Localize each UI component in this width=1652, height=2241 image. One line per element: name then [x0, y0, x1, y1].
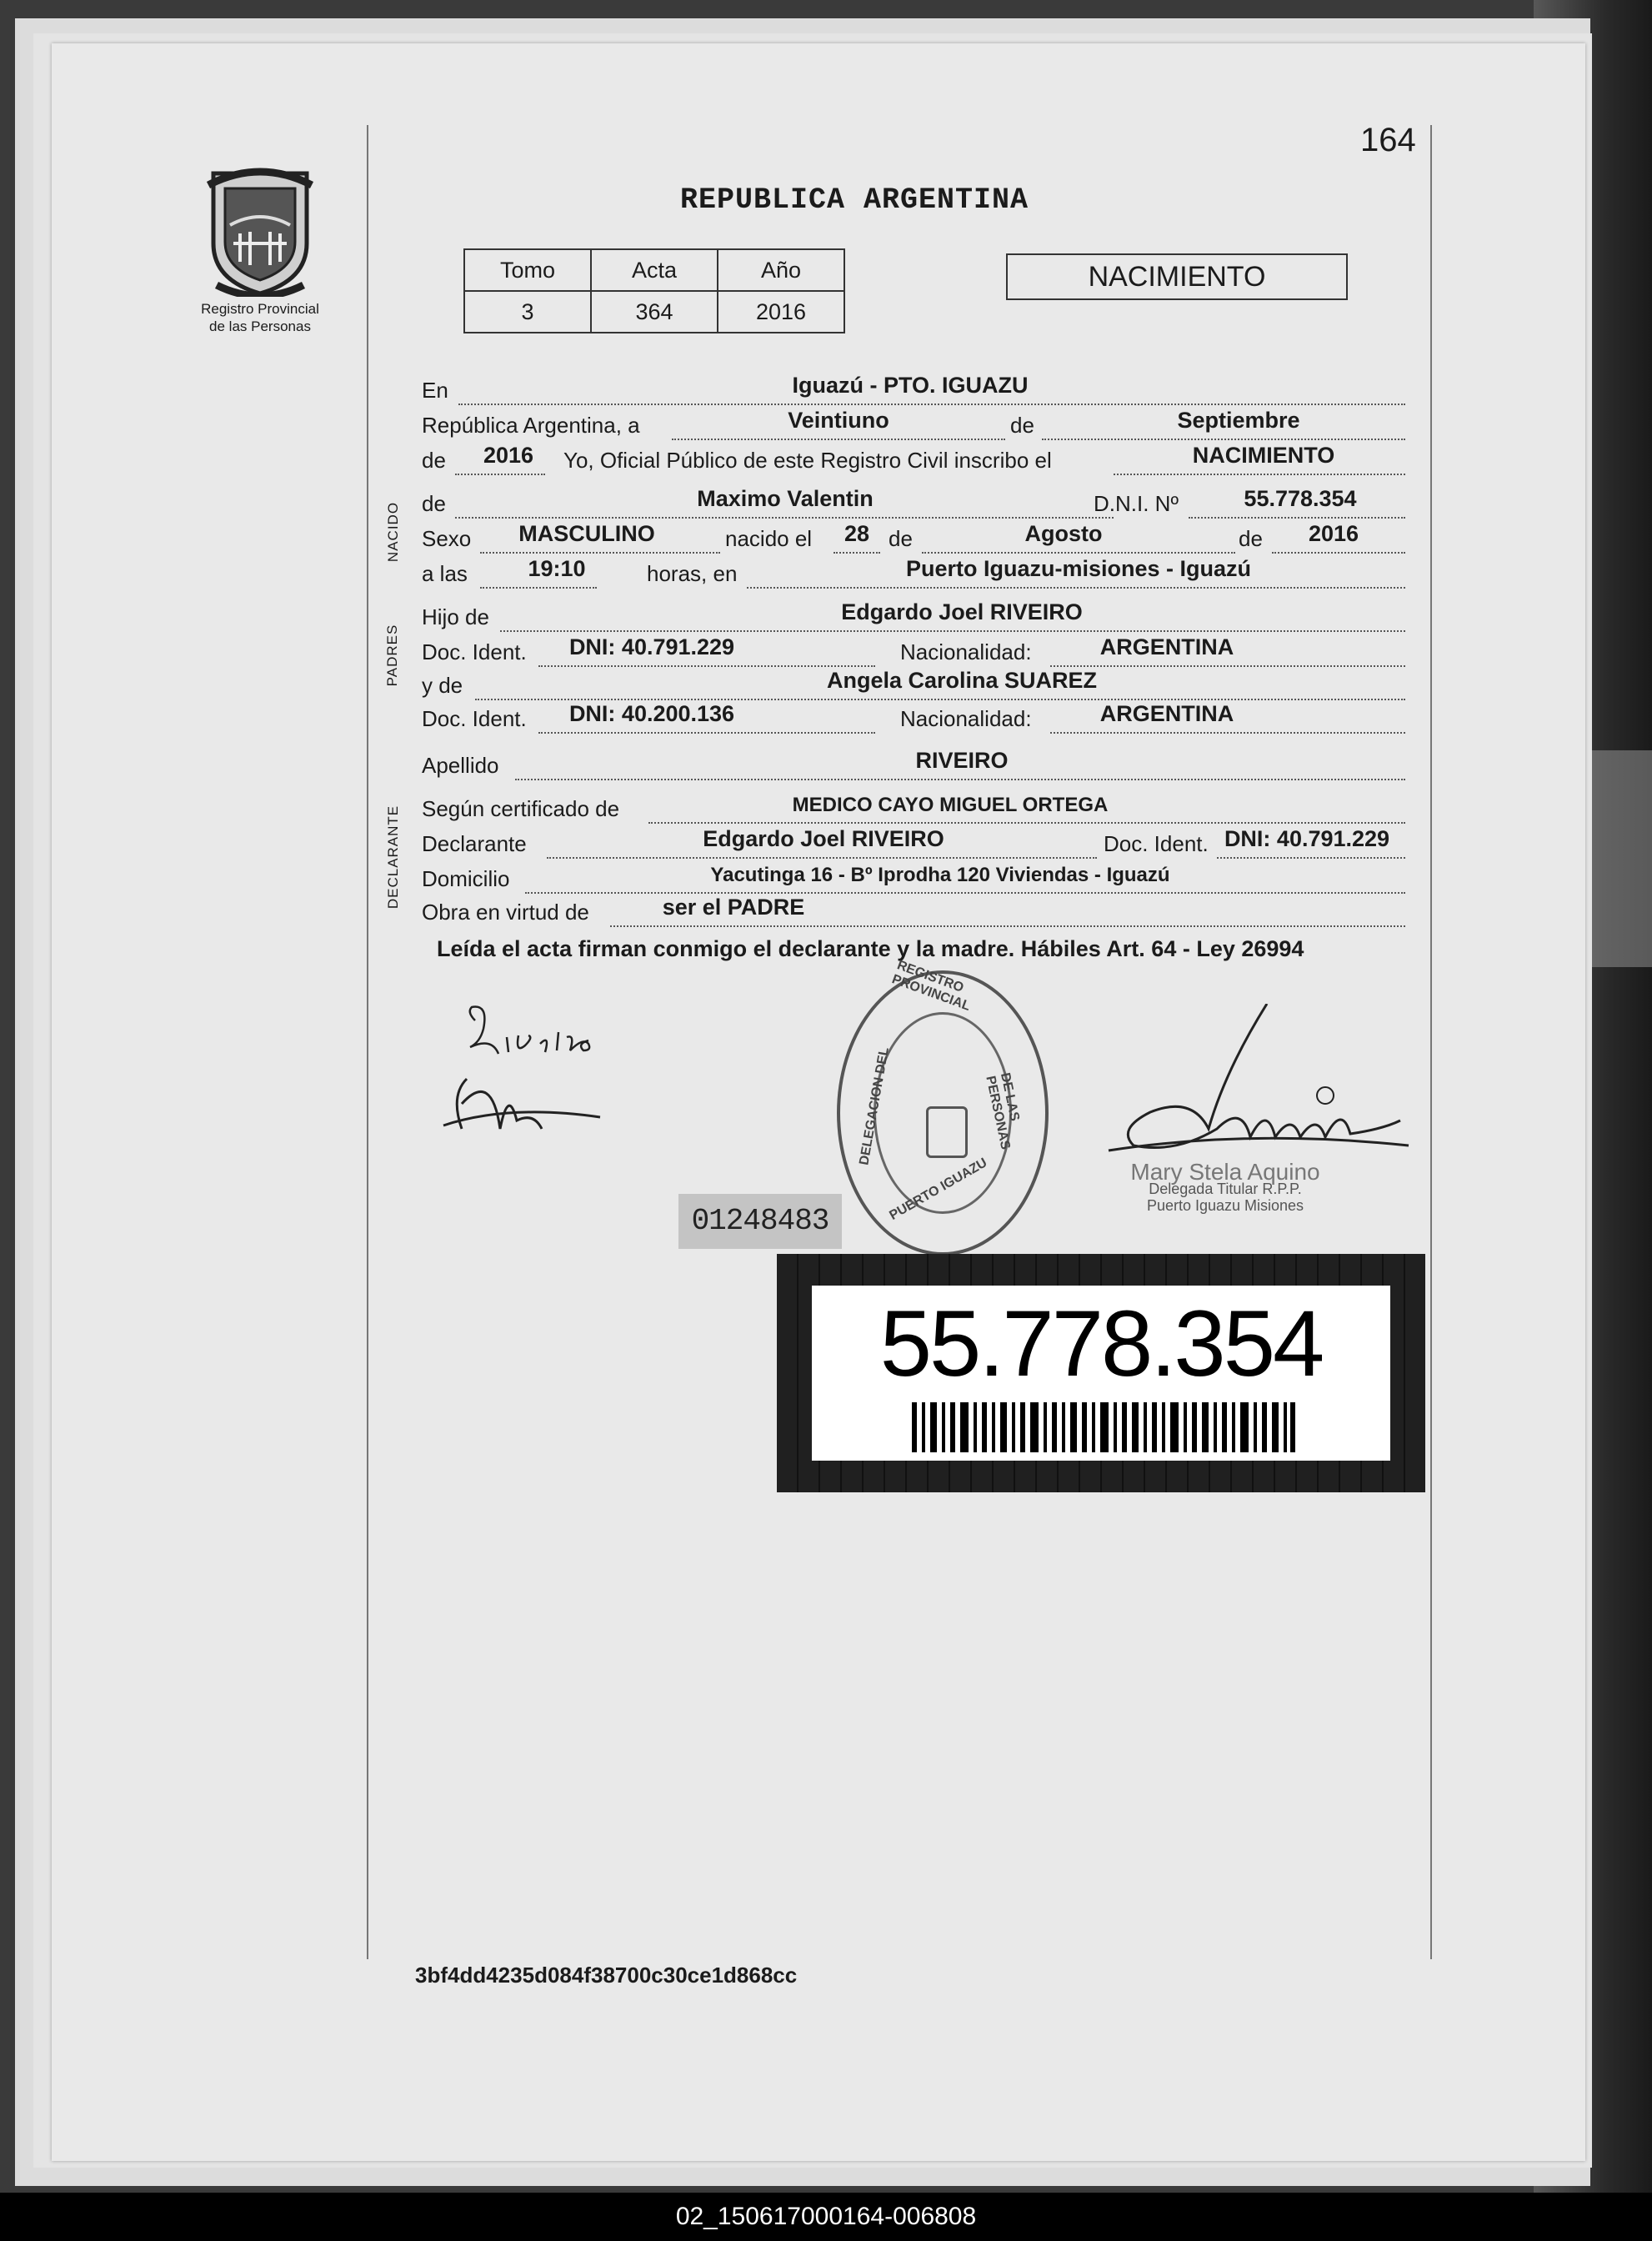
registro-seal — [837, 958, 1049, 1256]
row-certificado — [422, 792, 1405, 825]
serial-number-stamp: 01248483 — [678, 1194, 842, 1249]
row-anio-inscribo — [422, 444, 1405, 477]
row-hora-lugar — [422, 557, 1405, 590]
value-anio: 2016 — [718, 291, 844, 333]
label-doc-ident: Doc. Ident. — [1104, 831, 1209, 856]
page-number: 164 — [1360, 122, 1416, 158]
value-anio-nacimiento: 2016 — [1308, 521, 1359, 546]
dni-sticker-number: 55.778.354 — [879, 1291, 1323, 1396]
label-a-las: a las — [422, 561, 468, 586]
label-nacionalidad: Nacionalidad: — [900, 639, 1032, 664]
declarante-signature — [442, 1004, 650, 1171]
value-declarante-doc: DNI: 40.791.229 — [1224, 826, 1390, 851]
label-republica: República Argentina, a — [422, 413, 640, 438]
label-inscribo: Yo, Oficial Público de este Registro Civil inscribo el — [563, 448, 1052, 473]
value-mes-inscripcion: Septiembre — [1177, 408, 1300, 433]
value-obra: ser el PADRE — [662, 895, 805, 920]
value-mes-nacimiento: Agosto — [1024, 521, 1103, 546]
value-hora: 19:10 — [528, 556, 586, 581]
header-anio: Año — [718, 249, 844, 291]
value-padre-nacionalidad: ARGENTINA — [1099, 634, 1234, 659]
label-de2: de — [422, 448, 446, 473]
logo-caption-line2: de las Personas — [209, 318, 311, 334]
tomo-acta-anio-table — [463, 248, 845, 333]
row-apellido — [422, 749, 1405, 782]
label-doc-ident: Doc. Ident. — [422, 639, 527, 664]
label-dni: D.N.I. Nº — [1094, 491, 1179, 516]
value-nombre: Maximo Valentin — [697, 486, 874, 511]
document-hash: 3bf4dd4235d084f38700c30ce1d868cc — [415, 1963, 798, 1988]
value-dia-inscripcion: Veintiuno — [788, 408, 889, 433]
label-nacido-el: nacido el — [725, 526, 813, 551]
row-sexo-fecha — [422, 522, 1405, 555]
left-margin-line — [367, 125, 368, 1959]
value-domicilio: Yacutinga 16 - Bº Iprodha 120 Viviendas - Iguazú — [710, 864, 1170, 886]
label-de: de — [1010, 413, 1034, 438]
row-nacido-nombre — [422, 487, 1405, 520]
label-declarante: Declarante — [422, 831, 527, 856]
row-y-de — [422, 669, 1405, 702]
value-madre-nacionalidad: ARGENTINA — [1099, 701, 1234, 726]
row-padre-doc — [422, 635, 1405, 669]
right-margin-line — [1430, 125, 1432, 1959]
seal-top-text: REGISTRO PROVINCIAL — [889, 958, 973, 1014]
value-dia-nacimiento: 28 — [844, 521, 870, 546]
dni-sticker — [777, 1254, 1425, 1492]
value-acta: 364 — [591, 291, 718, 333]
table-header-row — [464, 249, 844, 291]
value-declarante: Edgardo Joel RIVEIRO — [703, 826, 944, 851]
provincia-de-misiones-logo — [197, 163, 323, 297]
seal-crest-icon — [926, 1106, 968, 1158]
value-certificado: MEDICO CAYO MIGUEL ORTEGA — [792, 794, 1109, 816]
row-hijo-de — [422, 600, 1405, 634]
row-obra — [422, 895, 1405, 929]
closing-statement: Leída el acta firman conmigo el declarante y la madre. Hábiles Art. 64 - Ley 26994 — [437, 936, 1304, 961]
label-de: de — [1239, 526, 1263, 551]
value-anio-inscripcion: 2016 — [483, 443, 534, 468]
logo-caption-line1: Registro Provincial — [201, 301, 319, 317]
record-type-box: NACIMIENTO — [1006, 253, 1348, 300]
label-doc-ident: Doc. Ident. — [422, 706, 527, 731]
official-stamp — [1084, 1159, 1367, 1214]
table-value-row — [464, 291, 844, 333]
label-de: de — [889, 526, 913, 551]
value-tomo: 3 — [464, 291, 591, 333]
label-obra: Obra en virtud de — [422, 900, 589, 925]
value-en: Iguazú - PTO. IGUAZU — [792, 373, 1029, 398]
value-padre-doc: DNI: 40.791.229 — [568, 634, 735, 659]
label-horas-en: horas, en — [647, 561, 738, 586]
label-apellido: Apellido — [422, 753, 499, 778]
label-de: de — [422, 491, 446, 516]
label-domicilio: Domicilio — [422, 866, 510, 891]
seal-right-text: DE LAS PERSONAS — [983, 1071, 1022, 1151]
side-label-nacido: NACIDO — [385, 501, 401, 563]
value-madre: Angela Carolina SUAREZ — [826, 668, 1098, 693]
header-acta: Acta — [591, 249, 718, 291]
official-location: Puerto Iguazu Misiones — [1146, 1197, 1304, 1214]
value-lugar: Puerto Iguazu-misiones - Iguazú — [905, 556, 1252, 581]
side-label-declarante: DECLARANTE — [385, 805, 401, 910]
footer-filename: 02_150617000164-006808 — [0, 2193, 1652, 2241]
row-madre-doc — [422, 702, 1405, 735]
dni-sticker-label — [812, 1286, 1390, 1461]
label-en: En — [422, 378, 448, 403]
value-inscribo: NACIMIENTO — [1192, 443, 1335, 468]
header-tomo: Tomo — [464, 249, 591, 291]
document-title: REPUBLICA ARGENTINA — [680, 183, 1029, 217]
label-nacionalidad: Nacionalidad: — [900, 706, 1032, 731]
value-madre-doc: DNI: 40.200.136 — [568, 701, 735, 726]
label-certificado: Según certificado de — [422, 796, 620, 821]
row-domicilio — [422, 862, 1405, 895]
seal-bottom-text: PUERTO IGUAZU — [887, 1156, 990, 1223]
row-en — [422, 374, 1405, 407]
seal-left-text: DELEGACION DEL — [857, 1045, 892, 1166]
barcode-icon — [912, 1402, 1295, 1452]
label-sexo: Sexo — [422, 526, 472, 551]
label-hijo-de: Hijo de — [422, 604, 489, 629]
row-declarante — [422, 827, 1405, 860]
value-apellido: RIVEIRO — [915, 748, 1009, 773]
value-dni: 55.778.354 — [1244, 486, 1357, 511]
row-republica — [422, 409, 1405, 442]
side-label-padres: PADRES — [384, 624, 400, 687]
value-sexo: MASCULINO — [518, 521, 655, 546]
value-padre: Edgardo Joel RIVEIRO — [841, 599, 1083, 624]
official-role: Delegada Titular R.P.P. — [1149, 1181, 1302, 1197]
label-y-de: y de — [422, 673, 463, 698]
logo-caption — [168, 300, 352, 335]
official-name: Mary Stela Aquino — [1130, 1159, 1320, 1185]
